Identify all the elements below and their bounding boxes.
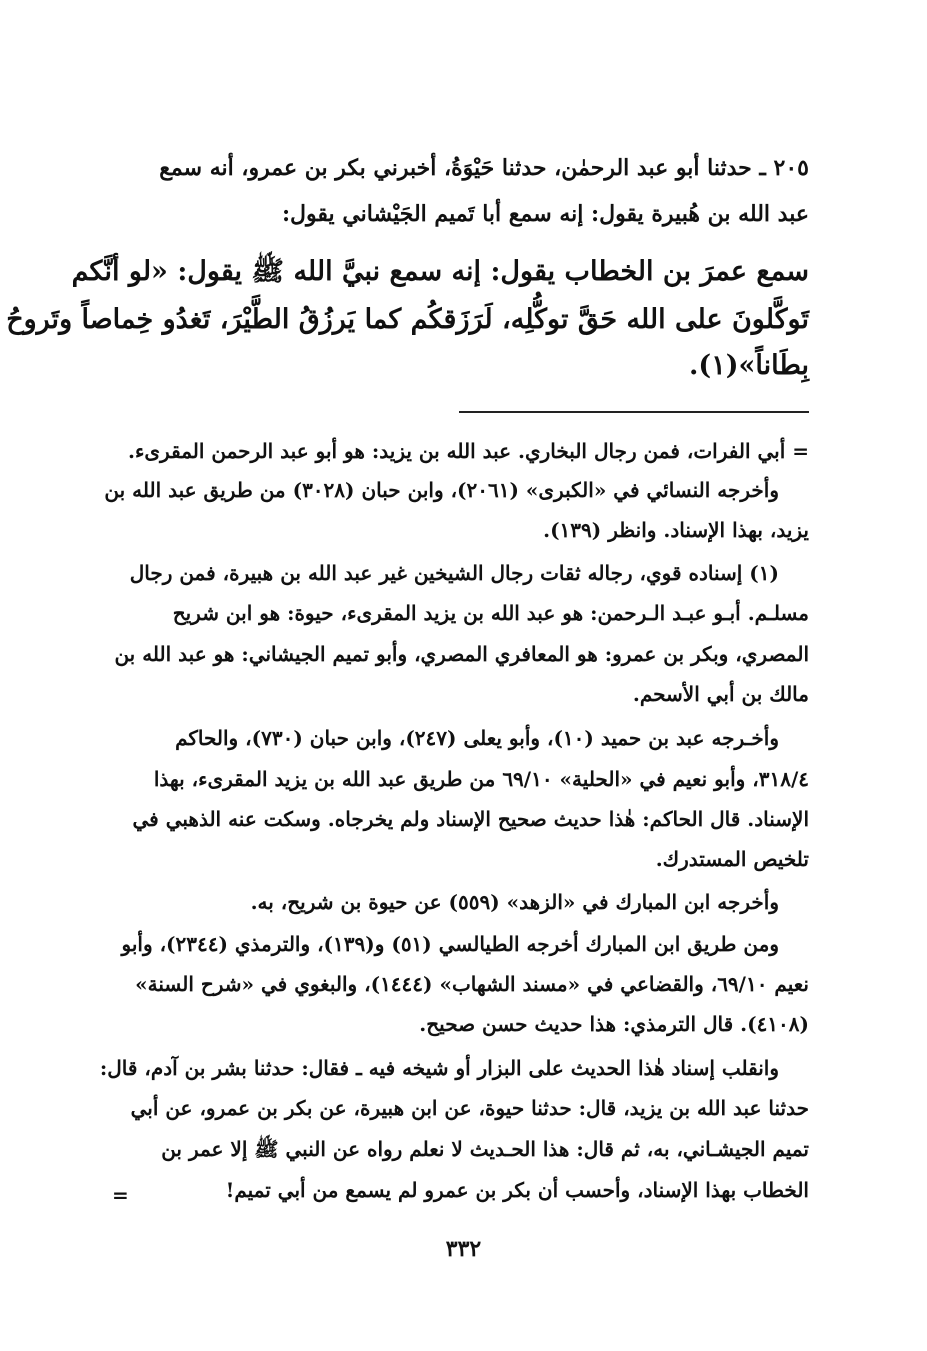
continuation-mark: = bbox=[112, 1183, 129, 1207]
footnote-line-14: نعيم ٦٩/١٠، والقضاعي في «مسند الشهاب» (١٤٤٤)، والبغوي في «شرح السنة» bbox=[135, 972, 809, 996]
footnote-separator bbox=[459, 411, 809, 413]
footnote-line-12: وأخرجه ابن المبارك في «الزهد» (٥٥٩) عن حيوة بن شريح، به. bbox=[250, 890, 779, 914]
footnote-line-10: الإسناد. قال الحاكم: هٰذا حديث صحيح الإسناد ولم يخرجاه. وسكت عنه الذهبي في bbox=[132, 807, 809, 831]
footnote-line-3: يزيد، بهذا الإسناد. وانظر (١٣٩). bbox=[543, 518, 809, 542]
footnote-line-13: ومن طريق ابن المبارك أخرجه الطيالسي (٥١) و(١٣٩)، والترمذي (٢٣٤٤)، وأبو bbox=[121, 932, 779, 956]
matn-line-2: تَوكَّلونَ على الله حَقَّ توكُّلِه، لَرَزَقكُم كما يَرزُقُ الطَّيْرَ، تَغدُو خِماصاً وتَروحُ bbox=[6, 304, 809, 335]
matn-line-3: بِطَاناً»(١). bbox=[689, 350, 809, 381]
footnote-line-18: تميم الجيشـاني، به، ثم قال: هذا الحـديث لا نعلم رواه عن النبي ﷺ إلا عمر بن bbox=[161, 1137, 809, 1161]
footnote-line-6: المصري، وبكر بن عمرو: هو المعافري المصري، وأبو تميم الجيشاني: هو عبد الله بن bbox=[114, 642, 809, 666]
footnote-line-17: حدثنا عبد الله بن يزيد، قال: حدثنا حيوة، عن ابن هبيرة، عن بكر بن عمرو، عن أبي bbox=[130, 1096, 809, 1120]
footnote-line-5: مسلـم. أبـو عبـد الـرحمن: هو عبد الله بن يزيد المقرىء، حيوة: هو ابن شريح bbox=[172, 601, 809, 625]
footnote-line-1: = أبي الفرات، فمن رجال البخاري. عبد الله بن يزيد: هو أبو عبد الرحمن المقرىء. bbox=[128, 439, 809, 463]
matn-line-1: سمع عمرَ بن الخطاب يقول: إنه سمع نبيَّ الله ﷺ يقول: «لو أنَّكم bbox=[71, 256, 809, 287]
footnote-line-9: ٣١٨/٤، وأبو نعيم في «الحلية» ٦٩/١٠ من طريق عبد الله بن يزيد المقرىء، بهذا bbox=[153, 767, 809, 791]
footnote-line-15: (٤١٠٨). قال الترمذي: هذا حديث حسن صحيح. bbox=[419, 1012, 809, 1036]
page-number: ٣٣٢ bbox=[445, 1236, 482, 1262]
footnote-line-11: تلخيص المستدرك. bbox=[655, 847, 809, 871]
footnote-line-19: الخطاب بهذا الإسناد، وأحسب أن بكر بن عمرو لم يسمع من أبي تميم! bbox=[225, 1178, 809, 1202]
footnote-line-16: وانقلب إسناد هٰذا الحديث على البزار أو شيخه فيه ـ فقال: حدثنا بشر بن آدم، قال: bbox=[99, 1056, 779, 1080]
footnote-line-8: وأخـرجه عبد بن حميد (١٠)، وأبو يعلى (٢٤٧)، وابن حبان (٧٣٠)، والحاكم bbox=[175, 726, 779, 750]
isnad-line-2: عبد الله بن هُبيرة يقول: إنه سمع أبا تَميم الجَيْشاني يقول: bbox=[281, 201, 809, 227]
footnote-line-2: وأخرجه النسائي في «الكبرى» (٢٠٦١)، وابن حبان (٣٠٢٨) من طريق عبد الله بن bbox=[104, 478, 779, 502]
footnote-line-4: (١) إسناده قوي، رجاله ثقات رجال الشيخين غير عبد الله بن هبيرة، فمن رجال bbox=[129, 561, 779, 585]
isnad-line-1: ٢٠٥ ـ حدثنا أبو عبد الرحمٰن، حدثنا حَيْوَةُ، أخبرني بكر بن عمرو، أنه سمع bbox=[159, 155, 809, 181]
footnote-line-7: مالك بن أبي الأسحم. bbox=[632, 682, 809, 706]
